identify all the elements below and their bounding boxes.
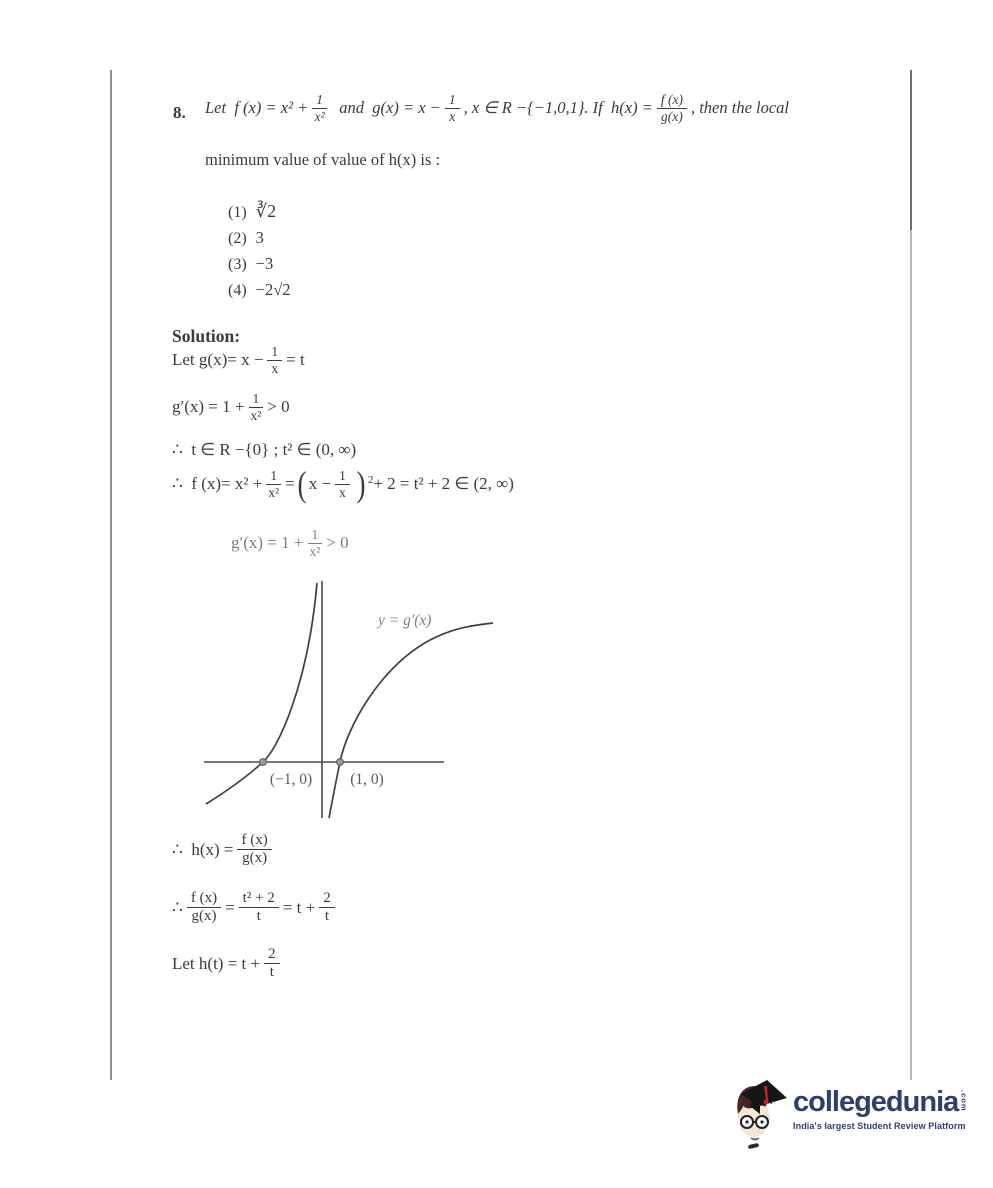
fraction-fx-over-gx: $\frac{f (x)}{g(x)}$ [187, 890, 221, 926]
option-2 [228, 228, 264, 248]
curve-right-branch [329, 623, 493, 818]
solution-text: ∴ f (x)= x² + [172, 474, 263, 493]
solution-text: g′(x) = 1 + [172, 397, 245, 417]
solution-line-7 [172, 890, 339, 926]
fraction-1-over-x2: $\frac{1}{\text{x²}}$ [268, 467, 280, 500]
solution-heading: Solution: [172, 326, 241, 346]
left-parenthesis: ( [297, 464, 307, 504]
option-3 [228, 254, 273, 274]
solution-line-2 [172, 391, 290, 423]
fraction-1-over-x: $\frac{1}{x}$ [267, 344, 282, 376]
exponent: 2 [367, 474, 374, 486]
option-label: (4) [228, 282, 247, 299]
graph-svg [200, 575, 500, 823]
point-minus1-0 [260, 759, 267, 766]
solution-text: + 2 = t² + 2 ∈ (2, ∞) [373, 474, 514, 493]
solution-text: > 0 [267, 397, 290, 417]
option-1 [228, 201, 276, 222]
option-label: (1) [228, 204, 247, 221]
solution-text: = [285, 474, 295, 493]
solution-text: > 0 [326, 533, 349, 553]
solution-line-1 [172, 344, 305, 376]
option-4 [228, 280, 291, 300]
point-right-label: (1, 0) [350, 771, 384, 788]
option-value: −3 [255, 254, 274, 273]
solution-text: ∴ [172, 897, 183, 917]
question-number: 8. [173, 103, 186, 122]
solution-line-3 [172, 440, 356, 460]
question-text: Let f (x) = x² + [205, 98, 309, 118]
fraction-fx-over-gx: $\frac{f (x)}{g(x)}$ [657, 92, 687, 124]
logo-tagline: India's largest Student Review Platform [793, 1121, 966, 1131]
curve-label: y = g′(x) [378, 612, 432, 629]
fraction-t2plus2-over-t: $\frac{\text{t² + 2}}{t}$ [239, 890, 279, 926]
question-text: and g(x) = x − [331, 98, 441, 118]
question-text: , x ∈ R −{−1,0,1}. If h(x) = [463, 98, 653, 118]
fraction-1-over-x2: $\frac{1}{\text{x²}}$ [309, 527, 321, 559]
brand-name: collegedunia [793, 1086, 959, 1118]
solution-line-5-faint [231, 527, 349, 559]
solution-text: = t + [282, 897, 316, 917]
point-1-0 [337, 759, 344, 766]
collegedunia-logo [727, 1074, 968, 1146]
fraction-fx-over-gx: $\frac{f (x)}{g(x)}$ [237, 832, 271, 868]
page-left-border [110, 70, 112, 1080]
option-value: ∛2 [255, 201, 277, 221]
fraction-1-over-x2: $\frac{1}{\text{x²}}$ [250, 391, 262, 423]
page-right-border [910, 70, 912, 1080]
solution-text: x − [308, 474, 332, 493]
solution-line-8 [172, 946, 284, 982]
solution-text: g′(x) = 1 + [231, 533, 304, 553]
question-line-2: minimum value of value of h(x) is : [205, 150, 441, 169]
brand-suffix: .com [959, 1090, 969, 1112]
solution-text: = t [286, 350, 305, 370]
fraction-2-over-t: $\frac{2}{t}$ [319, 890, 335, 926]
solution-text: Let h(t) = t + [172, 953, 261, 973]
right-parenthesis: ) [356, 464, 366, 504]
solution-line-6 [172, 832, 276, 868]
solution-line-4 [172, 466, 514, 502]
logo-text-block [793, 1088, 968, 1131]
fraction-1-over-x: $\frac{1}{x}$ [335, 468, 350, 500]
fraction-1-over-x2: $\frac{1}{\text{x²}}$ [312, 92, 327, 124]
option-label: (2) [228, 230, 247, 247]
point-left-label: (−1, 0) [269, 771, 313, 788]
collegedunia-mascot-icon [727, 1074, 789, 1146]
brand-row [793, 1088, 968, 1117]
option-label: (3) [228, 256, 247, 273]
solution-text: = [225, 897, 235, 917]
question-text: , then the local [690, 98, 790, 118]
fraction-2-over-t: $\frac{2}{t}$ [264, 946, 280, 982]
solution-text: ∴ t ∈ R −{0} ; t² ∈ (0, ∞) [172, 440, 357, 459]
solution-text: ∴ h(x) = [172, 839, 234, 859]
solution-text: Let g(x)= x − [172, 350, 264, 370]
option-value: −2√2 [255, 280, 291, 299]
function-graph [200, 575, 500, 823]
option-value: 3 [255, 228, 264, 247]
fraction-1-over-x: $\frac{1}{x}$ [445, 92, 460, 124]
question-line-1 [205, 92, 789, 124]
